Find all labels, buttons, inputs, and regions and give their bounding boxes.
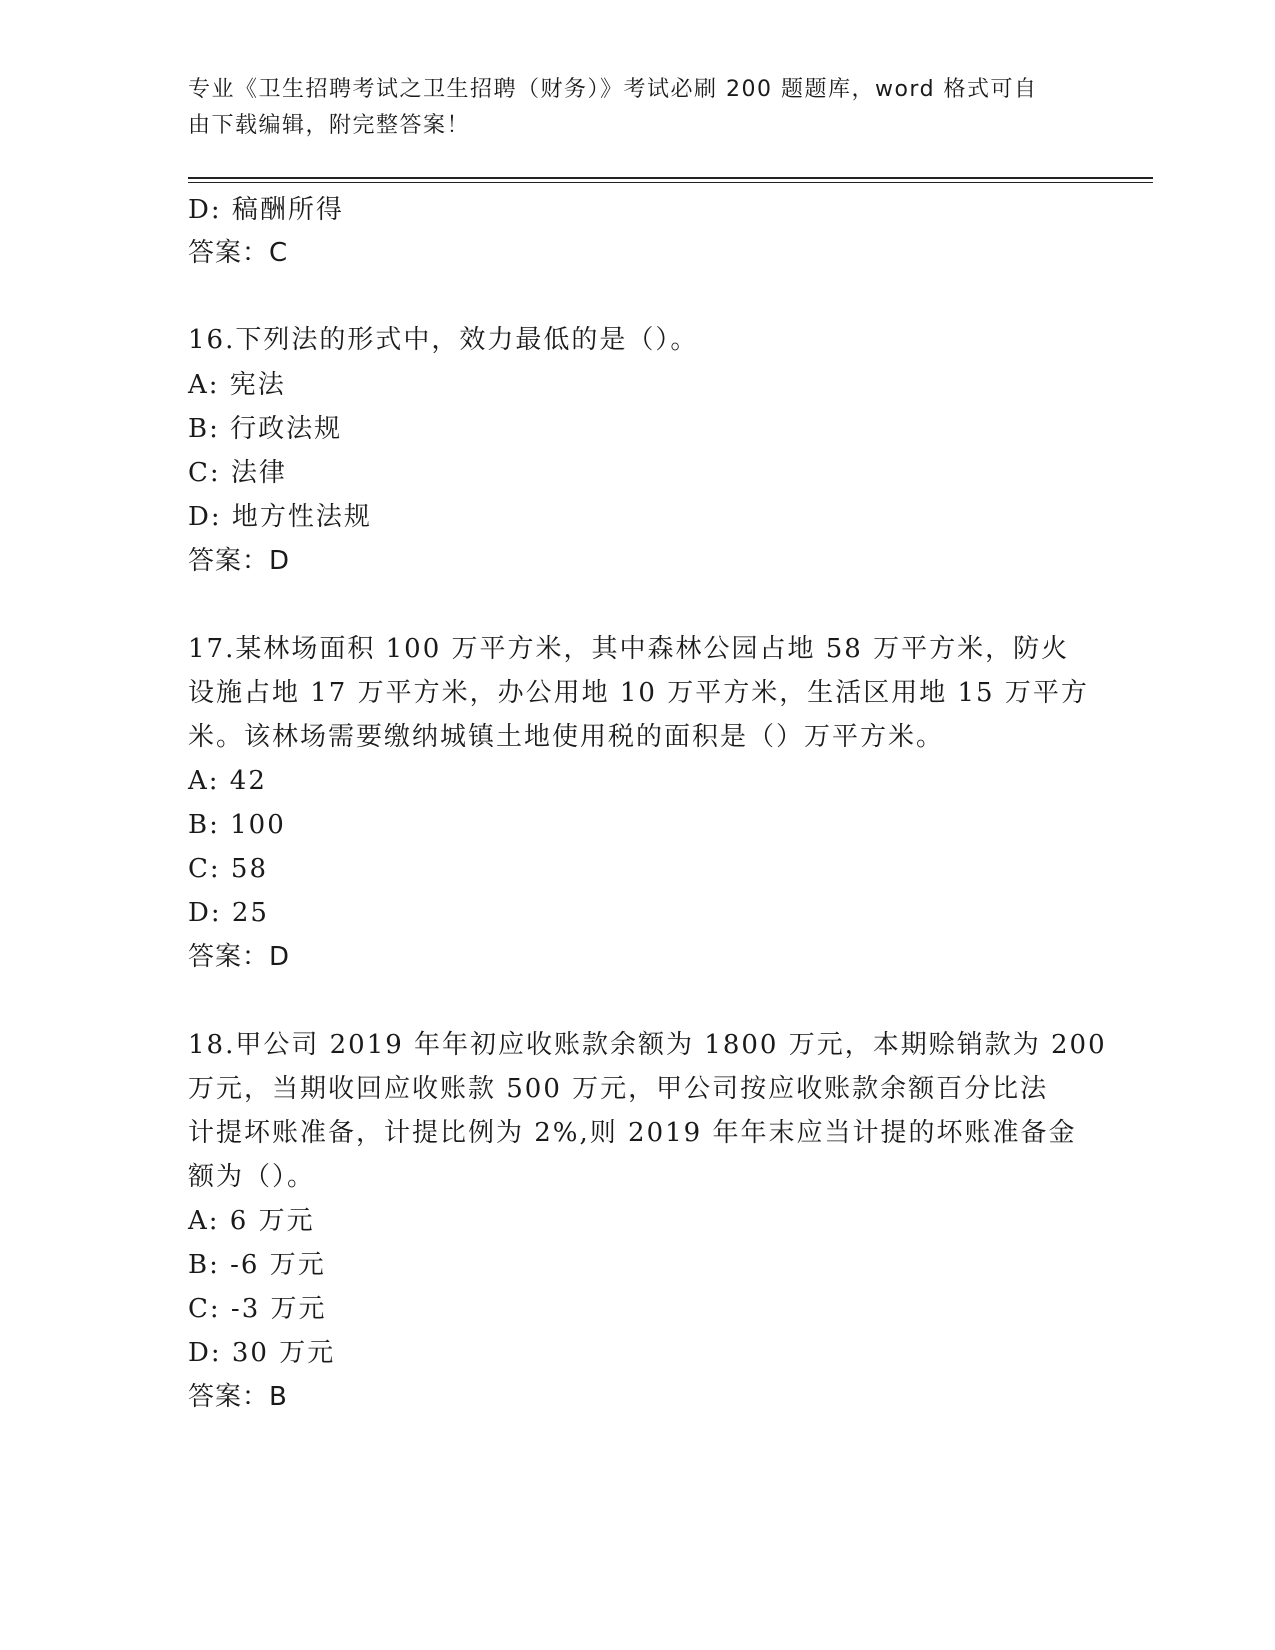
q16-option-d: D: 地方性法规	[188, 502, 372, 532]
header-divider-thick	[188, 177, 1153, 179]
q18-stem-line-2: 万元，当期收回应收账款 500 万元，甲公司按应收账款余额百分比法	[188, 1074, 1049, 1104]
q17-option-d: D: 25	[188, 898, 269, 928]
q18-option-b: B: -6 万元	[188, 1250, 326, 1280]
q17-answer: 答案：D	[188, 942, 291, 972]
q16-option-c: C: 法律	[188, 458, 287, 488]
q16-stem: 16.下列法的形式中，效力最低的是（）。	[188, 325, 699, 355]
q18-stem-line-1: 18.甲公司 2019 年年初应收账款余额为 1800 万元，本期赊销款为 200	[188, 1030, 1107, 1060]
q18-option-a: A: 6 万元	[188, 1206, 315, 1236]
q16-answer: 答案：D	[188, 546, 291, 576]
q17-option-b: B: 100	[188, 810, 286, 840]
q18-option-c: C: -3 万元	[188, 1294, 327, 1324]
q16-option-a: A: 宪法	[188, 370, 286, 400]
prev-answer: 答案：C	[188, 238, 289, 268]
prev-option-d: D: 稿酬所得	[188, 195, 344, 225]
q17-stem-line-1: 17.某林场面积 100 万平方米，其中森林公园占地 58 万平方米，防火	[188, 634, 1070, 664]
q18-stem-line-3: 计提坏账准备，计提比例为 2%,则 2019 年年末应当计提的坏账准备金	[188, 1118, 1077, 1148]
document-header	[188, 72, 1068, 144]
q17-stem-line-2: 设施占地 17 万平方米，办公用地 10 万平方米，生活区用地 15 万平方	[188, 678, 1089, 708]
header-line-1: 专业《卫生招聘考试之卫生招聘（财务）》考试必刷 200 题题库，word 格式可自	[188, 77, 1038, 102]
q17-option-a: A: 42	[188, 766, 267, 796]
header-line-2: 由下载编辑，附完整答案！	[188, 113, 471, 138]
q17-option-c: C: 58	[188, 854, 269, 884]
q17-stem-line-3: 米。该林场需要缴纳城镇土地使用税的面积是（）万平方米。	[188, 722, 945, 752]
q18-answer: 答案：B	[188, 1382, 288, 1412]
q18-stem-line-4: 额为（）。	[188, 1162, 316, 1192]
q18-option-d: D: 30 万元	[188, 1338, 336, 1368]
header-divider-thin	[188, 182, 1153, 183]
q16-option-b: B: 行政法规	[188, 414, 343, 444]
